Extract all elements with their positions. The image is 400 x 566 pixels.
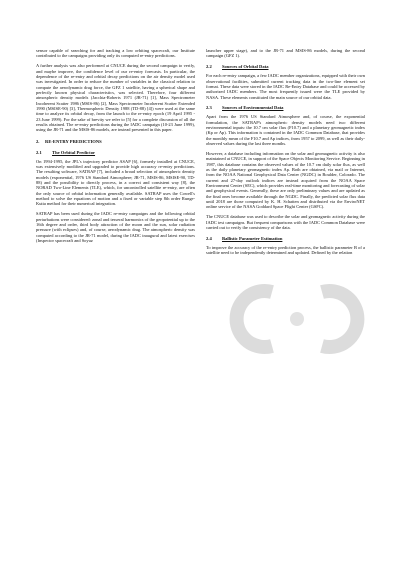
- subsection-number: 2.2: [206, 64, 212, 70]
- section-heading: [36, 139, 195, 144]
- subsection-title: The Orbital Predictor: [52, 149, 96, 155]
- subsection-title: Ballistic Parameter Estimation: [222, 235, 283, 241]
- paragraph: Apart from the 1976 US Standard Atmosphere and, of course, the exponential formulation, the SATRAP's atmospheric density models need two different environmental inputs: the 10.7 cm solar flux (F10.7) and a planetary geomagnetic index (Kp or Ap). This information is contained in the IADC Common Database, that provides the monthly mean of the F10.7 and Ap indices, from 1957 to 2099, as well as their daily-observed values during the last three months.: [206, 114, 365, 147]
- paragraph: launcher upper stage), and to the JR-71 and MSIS-86 models, during the second campaign (GFZ 1).: [206, 48, 365, 59]
- paragraph: However, a database including information on the solar and geomagnetic activity is also maintained at CNUCE, in support of the Space Objects Monitoring Service. Beginning in 1987, this database contains the observed values of the 10.7 cm daily solar flux, as well as the daily planetary geomagnetic index Ap. Both are obtained, via mail or Internet, from the NOAA National Geophysical Data Center (NGDC) in Boulder, Colorado. The current and 27-day outlook indices are instead acquired from the NOAA Space Environment Center (SEC), which provides real-time monitoring and forecasting of solar and geophysical events. Generally, these are only preliminary values and are updated as the final ones become available through the NGDC. Finally, the predicted solar flux data until 2018 are those computed by K. H. Schatten and distributed via the EnviroNET online service of the NASA Goddard Space Flight Center (GSFC).: [206, 150, 365, 210]
- subsection-title: Sources of Environmental Data: [222, 105, 284, 111]
- subsection-number: 2.3: [206, 105, 212, 111]
- left-column: [36, 48, 195, 248]
- paragraph: For each re-entry campaign, a few IADC member organizations, equipped with their own observational facilities, submitted current tracking data in the two-line element set format. These data were stored in the IADC Re-Entry Database and could be accessed by authorized IADC members. The most frequently issued were the TLE provided by NASA. These elements constituted the main source of our orbital data.: [206, 73, 365, 100]
- right-column: [206, 48, 365, 260]
- paragraph: sensor capable of searching for and tracking a low orbiting spacecraft, our Institute contributed to the campaigns providing only its computed re-entry predictions.: [36, 48, 195, 59]
- section-title: RE-ENTRY PREDICTIONS: [45, 138, 102, 144]
- paragraph: SATRAP has been used during the IADC re-entry campaigns and the following orbital perturbations were considered: zonal and tesseral harmonics of the geopotential up to the 16th degree and order, third body attraction of the moon and the sun, solar radiation pressure (with eclipses) and, of course, aerodynamic drag. The atmospheric density was computed according to the JR-71 model, during the IADC inaugural and latest exercises (Inspector spacecraft and Soyuz: [36, 211, 195, 243]
- subsection-heading: [206, 236, 365, 241]
- paragraph: To improve the accuracy of the re-entry prediction process, the ballistic parameter B of a satellite need to be independently determined and updated. Defined by the relation: [206, 244, 365, 256]
- subsection-number: 2.4: [206, 235, 212, 241]
- subsection-heading: [206, 64, 365, 69]
- watermark-logo-icon: [226, 248, 368, 390]
- section-number: 2.: [36, 138, 40, 144]
- subsection-heading: [36, 150, 195, 155]
- subsection-heading: [206, 105, 365, 110]
- subsection-number: 2.1: [36, 149, 42, 155]
- paragraph: On 1994-1995, the JPL's trajectory predictor ASAP [6], formerly installed at CNUCE, was extensively modified and upgraded to provide high accuracy re-entry predictions. The resulting software, SATRAP [7], included a broad selection of atmospheric density models (exponential, 1976 US Standard Atmosphere; JR-71, MSIS-86, MSISE-90, TD-88) and the possibility to directly process, in a correct and consistent way [8], the NORAD Two-Line Elements (TLE), which, for uncontrolled satellite re-entry, are often the only source of orbital information generally available. SATRAP uses the Cowell's method to solve the equations of motion and a fixed or variable step 8th order Runge-Kutta method for their numerical integration.: [36, 158, 195, 207]
- paragraph: A further analysis was also performed at CNUCE during the second campaign to verify, and maybe improve, the confidence level of our re-entry forecasts. In particular, the dependence of the re-entry and orbital decay predictions on the air density model used was investigated. In order to reduce the number of variables in the classical relation to compute the aerodynamic drag force, the GFZ 1 satellite, having a spherical shape and perfectly known physical characteristics, was selected. Therefore, four different atmospheric density models (Jacchia-Roberts 1971 (JR-71) [1], Mass Spectrometer Incoherent Scatter 1986 (MSIS-86) [2], Mass Spectrometer Incoherent Scatter Extended 1990 (MSISE-90) [3], Thermospheric Density 1988 (TD-88) [4]) were used at the same time to analyze its orbital decay, from the launch to the re-entry epoch (19 April 1995 - 23 June 1999). For the sake of brevity we refer to [5] for a complete discussion of all the results obtained. The re-entry predictions during the IADC campaign (10-23 June 1999), using the JR-71 and the MSIS-86 models, are instead presented in this paper.: [36, 63, 195, 133]
- paragraph: The CNUCE database was used to describe the solar and geomagnetic activity during the IADC test campaigns. But frequent comparisons with the IADC Common Database were carried out to verify the consistency of the data.: [206, 214, 365, 230]
- subsection-title: Sources of Orbital Data: [222, 64, 269, 70]
